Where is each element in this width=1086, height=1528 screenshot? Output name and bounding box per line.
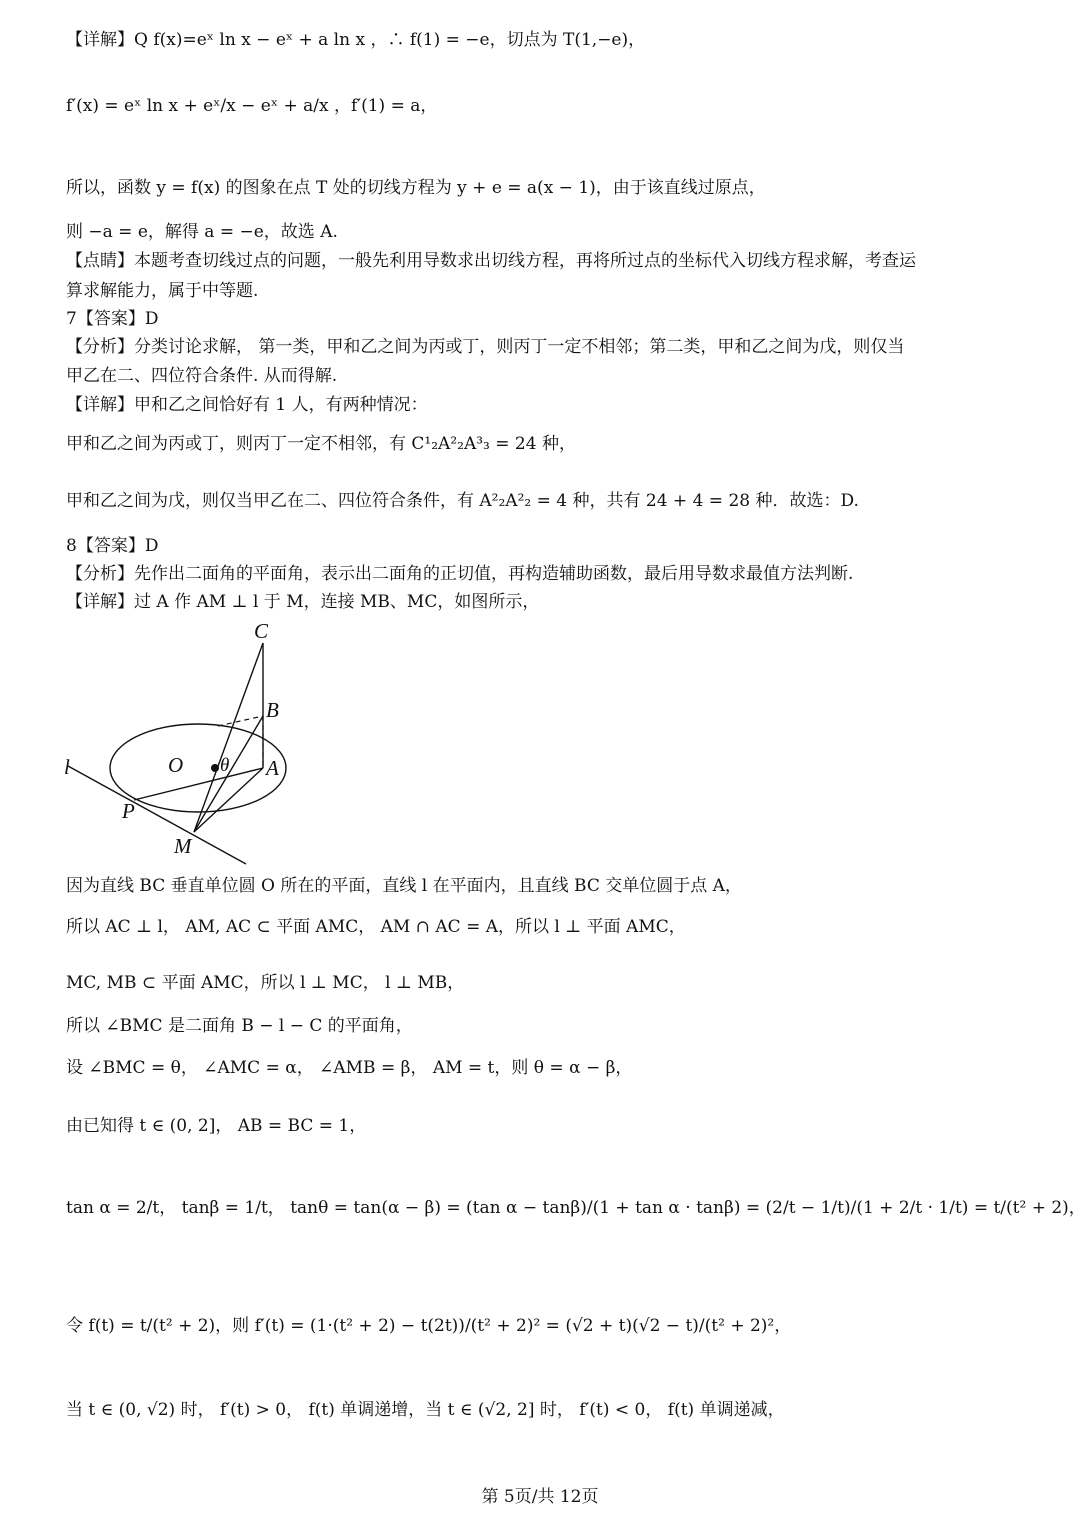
text-line: 则 −a = e，解得 a = −e，故选 A. (66, 222, 338, 242)
text-line: 令 f(t) = t/(t² + 2)，则 f′(t) = (1·(t² + 2) − t(2t))/(t² + 2)² = (√2 + t)(√2 − t)/(t² + 2)²， (66, 1316, 792, 1336)
detail-8-line-2 (66, 876, 742, 896)
detail-8-line-4 (66, 973, 464, 993)
label-l: l (64, 755, 70, 779)
detail-8-line-3 (66, 917, 686, 937)
text-line: 设 ∠BMC = θ， ∠AMC = α， ∠AMB = β， AM = t，则 θ = α − β， (66, 1058, 633, 1078)
line-ob-dashed (218, 716, 263, 726)
comment-line-2 (66, 281, 258, 301)
analysis-7-line-1 (66, 337, 904, 357)
text-line: 【点睛】本题考查切线过点的问题，一般先利用导数求出切线方程，再将所过点的坐标代入切线方程求解，考查运 (66, 251, 916, 271)
text-line: 8【答案】D (66, 536, 159, 556)
label-c: C (254, 619, 269, 643)
derivative-line (66, 96, 437, 116)
answer-8 (66, 536, 158, 556)
line-ma (194, 768, 263, 832)
analysis-8 (66, 564, 853, 584)
line-mc (194, 643, 263, 832)
detail-8-line-1 (66, 592, 539, 612)
text-line: 所以 ∠BMC 是二面角 B − l − C 的平面角， (66, 1016, 413, 1036)
detail-solution-line-1 (66, 30, 645, 50)
text-line: 甲和乙之间为丙或丁，则丙丁一定不相邻，有 C¹₂A²₂A³₃ = 24 种， (66, 434, 576, 454)
text-line: MC, MB ⊂ 平面 AMC，所以 l ⊥ MC， l ⊥ MB， (66, 973, 465, 993)
monotonicity-line (66, 1400, 785, 1420)
text-line: 当 t ∈ (0, √2) 时， f′(t) > 0， f(t) 单调递增，当 t ∈ (√2, 2] 时， f′(t) < 0， f(t) 单调递减， (66, 1400, 785, 1420)
answer-7 (66, 309, 158, 329)
text-line: 甲和乙之间为戊，则仅当甲乙在二、四位符合条件，有 A²₂A²₂ = 4 种，共有 24 + 4 = 28 种．故选：D. (66, 491, 859, 511)
text-line: 【分析】分类讨论求解， 第一类，甲和乙之间为丙或丁，则丙丁一定不相邻；第二类，甲和乙之间为戊，则仅当 (66, 337, 905, 357)
detail-7-line-1 (66, 395, 428, 415)
text-line: 甲乙在二、四位符合条件. 从而得解. (66, 366, 338, 386)
detail-7-line-3 (66, 491, 859, 511)
text-line: 所以，函数 y = f(x) 的图象在点 T 处的切线方程为 y + e = a(x − 1)，由于该直线过原点， (66, 178, 766, 198)
label-a: A (266, 756, 279, 780)
tangent-formula-line (66, 1198, 1086, 1218)
function-derivative-line (66, 1316, 791, 1336)
text-line: 算求解能力，属于中等题. (66, 281, 259, 301)
detail-8-line-7 (66, 1116, 366, 1136)
label-p: P (122, 799, 135, 823)
text-line: 由已知得 t ∈ (0, 2]， AB = BC = 1， (66, 1116, 367, 1136)
page-footer: 第 5页/共 12页 (481, 1487, 599, 1507)
solve-line (66, 222, 338, 242)
text-line: 【详解】甲和乙之间恰好有 1 人，有两种情况： (66, 395, 428, 415)
text-line: 【详解】Q f(x)=eˣ ln x − eˣ + a ln x ，∴ f(1) = −e，切点为 T(1,−e)， (66, 30, 646, 50)
label-b: B (266, 698, 279, 722)
detail-8-line-6 (66, 1058, 632, 1078)
geometry-figure (60, 618, 279, 868)
detail-7-line-2 (66, 434, 576, 454)
text-line: 【分析】先作出二面角的平面角，表示出二面角的正切值，再构造辅助函数，最后用导数求最值方法判断. (66, 564, 854, 584)
text-line: 所以 AC ⊥ l， AM, AC ⊂ 平面 AMC， AM ∩ AC = A，所以 l ⊥ 平面 AMC， (66, 917, 686, 937)
text-line: 7【答案】D (66, 309, 159, 329)
label-m: M (174, 834, 192, 858)
center-dot (211, 764, 219, 772)
label-theta: θ (220, 755, 230, 776)
text-line: tan α = 2/t， tanβ = 1/t， tanθ = tan(α − β) = (tan α − tanβ)/(1 + tan α · tanβ) = (2/t − 1/t)/(1 + 2/t · 1/t) = t/(t² + 2)， (66, 1198, 1086, 1218)
tangent-line-text (66, 178, 766, 198)
text-line: 【详解】过 A 作 AM ⊥ l 于 M，连接 MB、MC，如图所示， (66, 592, 540, 612)
analysis-7-line-2 (66, 366, 337, 386)
comment-line-1 (66, 251, 916, 271)
line-l (68, 766, 246, 864)
text-line: f′(x) = eˣ ln x + eˣ/x − eˣ + a/x ，f′(1) = a， (66, 96, 438, 116)
detail-8-line-5 (66, 1016, 413, 1036)
text-line: 因为直线 BC 垂直单位圆 O 所在的平面，直线 l 在平面内，且直线 BC 交单位圆于点 A， (66, 876, 742, 896)
label-o: O (168, 753, 184, 777)
